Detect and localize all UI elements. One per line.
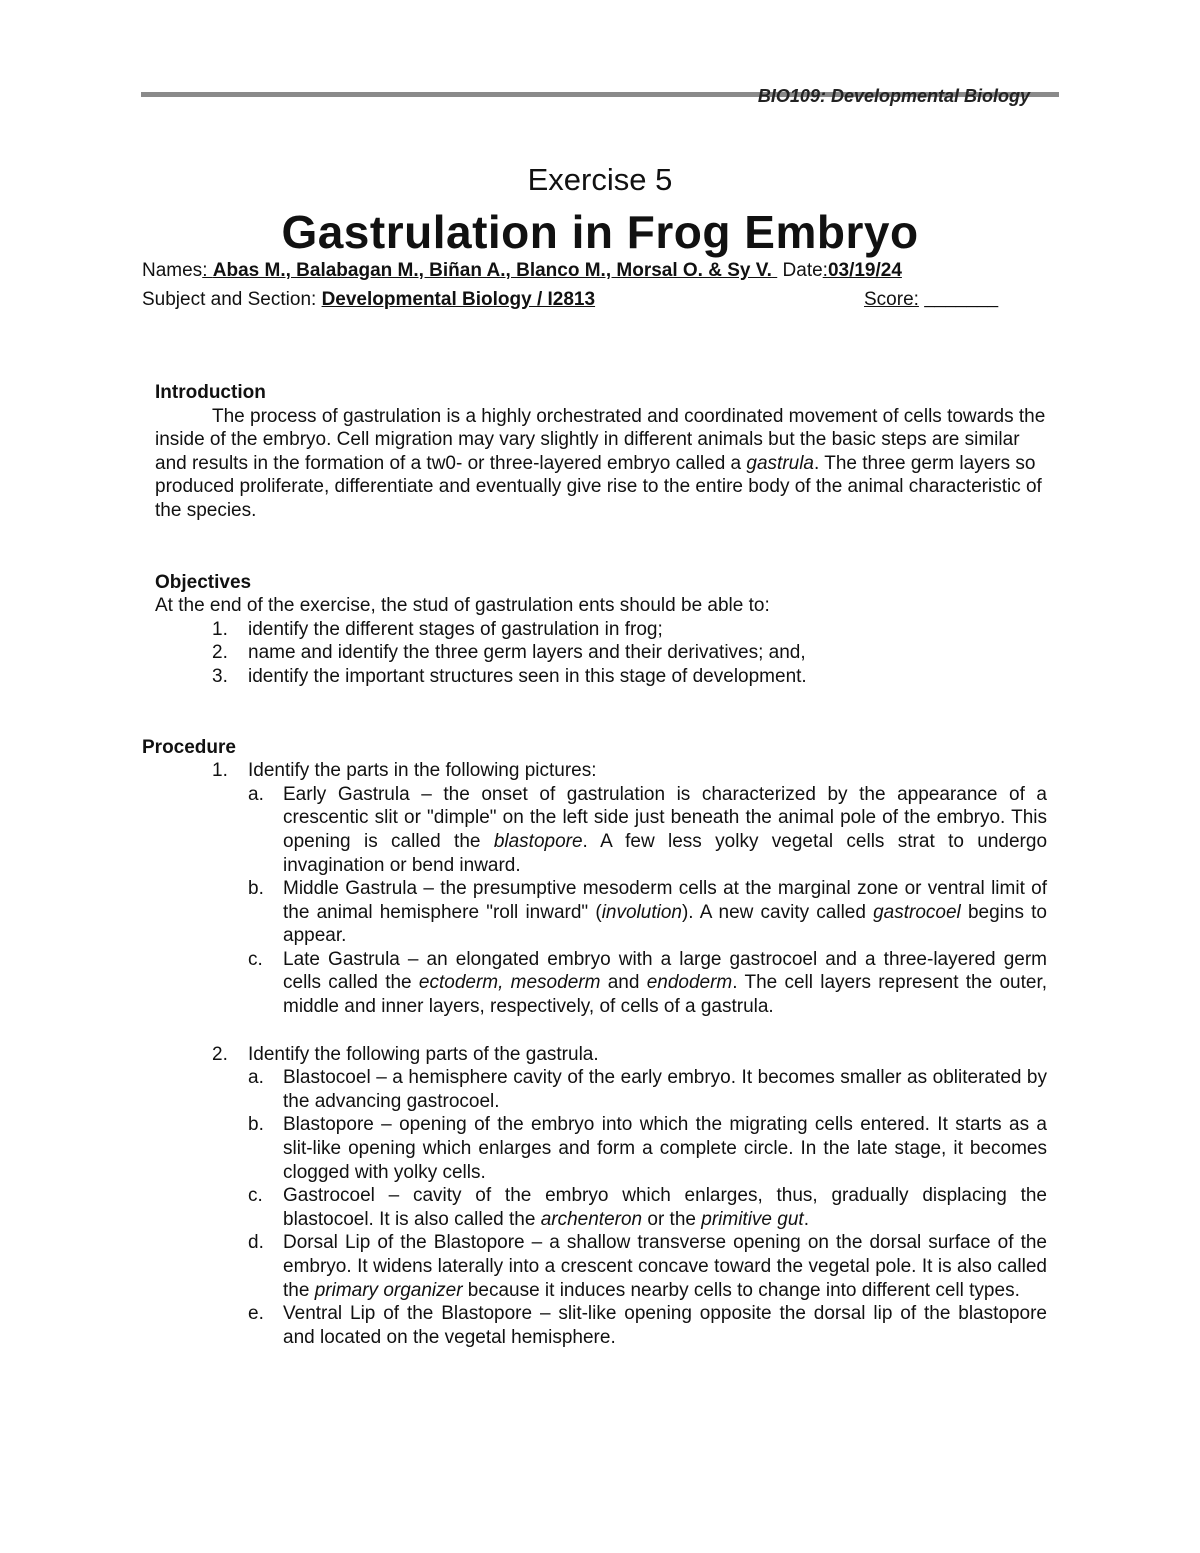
- list-item: 1. identify the different stages of gastrulation in frog;: [212, 618, 663, 640]
- procedure-heading: Procedure: [142, 736, 236, 758]
- names-label: Names: [142, 260, 203, 281]
- score-blank: _______: [924, 289, 999, 310]
- list-item: b. Blastopore – opening of the embryo into which the migrating cells entered. It starts as a slit-like opening which enlarges and form a complete circle. In the late stage, it becomes clogged with yolky cells.: [248, 1114, 1047, 1183]
- procedure-step-1: 1. Identify the parts in the following pictures:: [212, 760, 597, 782]
- list-item: 3. identify the important structures seen in this stage of development.: [212, 665, 807, 687]
- procedure-section: [142, 736, 1047, 1350]
- document-body: [142, 381, 1048, 1349]
- list-item: e. Ventral Lip of the Blastopore – slit-like opening opposite the dorsal lip of the blastopore and located on the vegetal hemisphere.: [248, 1303, 1047, 1348]
- procedure-step-2: 2. Identify the following parts of the gastrula.: [212, 1043, 599, 1065]
- list-item: c. Gastrocoel – cavity of the embryo which enlarges, thus, gradually displacing the blastocoel. It is also called the archenteron or the primitive gut.: [248, 1185, 1047, 1230]
- subject-line: [142, 289, 595, 311]
- score-label: Score:: [864, 289, 919, 310]
- list-item: c. Late Gastrula – an elongated embryo with a large gastrocoel and a three-layered germ cells called the ectoderm, mesoderm and endoderm. The cell layers represent the outer, middle and inner layers, respectively, of cells of a gastrula.: [248, 948, 1047, 1018]
- names-value: Abas M., Balabagan M., Biñan A., Blanco M., Morsal O. & Sy V.: [212, 260, 772, 281]
- course-header: BIO109: Developmental Biology: [757, 86, 1030, 106]
- list-item: b. Middle Gastrula – the presumptive mesoderm cells at the marginal zone or ventral limit of the animal hemisphere "roll inward" (involution). A new cavity called gastrocoel begins to appear.: [248, 878, 1047, 947]
- introduction-paragraph: The process of gastrulation is a highly orchestrated and coordinated movement of cells towards the inside of the embryo. Cell migration may vary slightly in different animals but the basic steps are similar and results in the formation of a tw0- or three-layered embryo called a gastrula. The three germ layers so produced proliferate, differentiate and eventually give rise to the entire body of the animal characteristic of the species.: [155, 405, 1046, 521]
- list-item: a. Blastocoel – a hemisphere cavity of the early embryo. It becomes smaller as obliterated by the advancing gastrocoel.: [248, 1067, 1047, 1112]
- objectives-list: [155, 618, 1047, 689]
- subject-value: Developmental Biology / I2813: [321, 289, 596, 310]
- subject-label: Subject and Section:: [142, 289, 317, 310]
- list-item: d. Dorsal Lip of the Blastopore – a shallow transverse opening on the dorsal surface of the embryo. It widens laterally into a crescent concave toward the vegetal pole. It is also called the primary organizer because it induces nearby cells to change into different cell types.: [248, 1232, 1047, 1301]
- step1-sublist: [142, 783, 1047, 1019]
- objectives-lead: At the end of the exercise, the stud of gastrulation ents should be able to:: [155, 595, 770, 617]
- term-gastrula: gastrula: [746, 452, 815, 474]
- date-value: 03/19/24: [827, 260, 902, 281]
- procedure-list: [142, 759, 1047, 783]
- list-item: a. Early Gastrula – the onset of gastrulation is characterized by the appearance of a crescentic slit or "dimple" on the left side just beneath the animal pole of the embryo. This opening is called the blastopore. A few less yolky vegetal cells strat to undergo invagination or bend inward.: [248, 783, 1048, 876]
- page-title: Gastrulation in Frog Embryo: [281, 206, 919, 258]
- date-label: Date: [782, 260, 823, 281]
- score-line: [864, 289, 998, 311]
- names-line: Names: Abas M., Balabagan M., Biñan A., Blanco M., Morsal O. & Sy V. Date:03/19/24: [142, 260, 902, 281]
- exercise-label: Exercise 5: [527, 162, 673, 197]
- list-item: 2. name and identify the three germ layers and their derivatives; and,: [212, 642, 806, 664]
- objectives-heading: Objectives: [155, 571, 252, 593]
- step2-sublist: [142, 1066, 1047, 1349]
- introduction-heading: Introduction: [155, 382, 266, 403]
